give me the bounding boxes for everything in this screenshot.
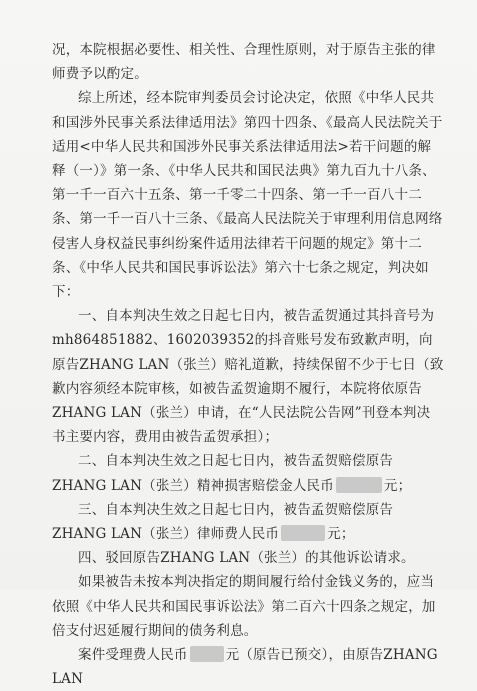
paragraph-item-3-lawyer-fee <box>52 498 444 546</box>
item-2-unit: 元； <box>383 477 412 494</box>
case-fee-rest: 元（原告已预交），由原告ZHANG LAN <box>52 647 438 688</box>
item-2-text: 二、自本判决生效之日起七日内，被告孟贺赔偿原告ZHANG LAN（张兰）精神损害赔偿金人民币 <box>52 453 394 494</box>
case-fee-text: 案件受理费人民币 <box>78 647 188 664</box>
paragraph-item-1-apology: 一、自本判决生效之日起七日内，被告孟贺通过其抖音号为mh864851882、1602039352的抖音账号发布致歉声明，向原告ZHANG LAN（张兰）赔礼道歉，持续保留不少于七日（致歉内容须经本院审核，如被告孟贺逾期不履行，本院将依原告ZHANG LAN（张兰）申请，在“人民法院公告网”刊登本判决书主要内容，费用由被告孟贺承担）； <box>52 308 444 446</box>
paragraph-legal-basis: 综上所述，经本院审判委员会讨论决定，依照《中华人民共和国涉外民事关系法律适用法》第四十四条、《最高人民法院关于适用<中华人民共和国涉外民事关系法律适用法>若干问题的解释（一）》第一条、《中华人民共和国民法典》第九百九十八条、第一千一百六十五条、第一千零二十四条、第一千一百八十二条、第一千一百八十三条、《最高人民法院关于审理利用信息网络侵害人身权益民事纠纷案件适用法律若干问题的规定》第十二条、《中华人民共和国民事诉讼法》第六十七条之规定，判决如下： <box>52 90 443 301</box>
paragraph-fee-conclusion: 况，本院根据必要性、相关性、合理性原则，对于原告主张的律师费予以酌定。 <box>52 42 436 83</box>
judgment-text <box>52 38 444 691</box>
redacted-amount <box>190 646 224 662</box>
paragraph-case-fee <box>52 643 444 691</box>
paragraph-item-4-reject: 四、驳回原告ZHANG LAN（张兰）的其他诉讼请求。 <box>78 550 415 567</box>
paragraph-delay-interest: 如果被告未按本判决指定的期间履行给付金钱义务的，应当依照《中华人民共和国民事诉讼法》第二百六十四条之规定，加倍支付迟延履行期间的债务利息。 <box>52 574 436 639</box>
paragraph-item-2-compensation <box>52 449 444 497</box>
redacted-amount <box>336 477 382 493</box>
redacted-amount <box>281 525 325 541</box>
item-3-unit: 元； <box>327 526 355 543</box>
item-3-text: 三、自本判决生效之日起七日内，被告孟贺赔偿原告ZHANG LAN（张兰）律师费人民币 <box>52 501 394 543</box>
